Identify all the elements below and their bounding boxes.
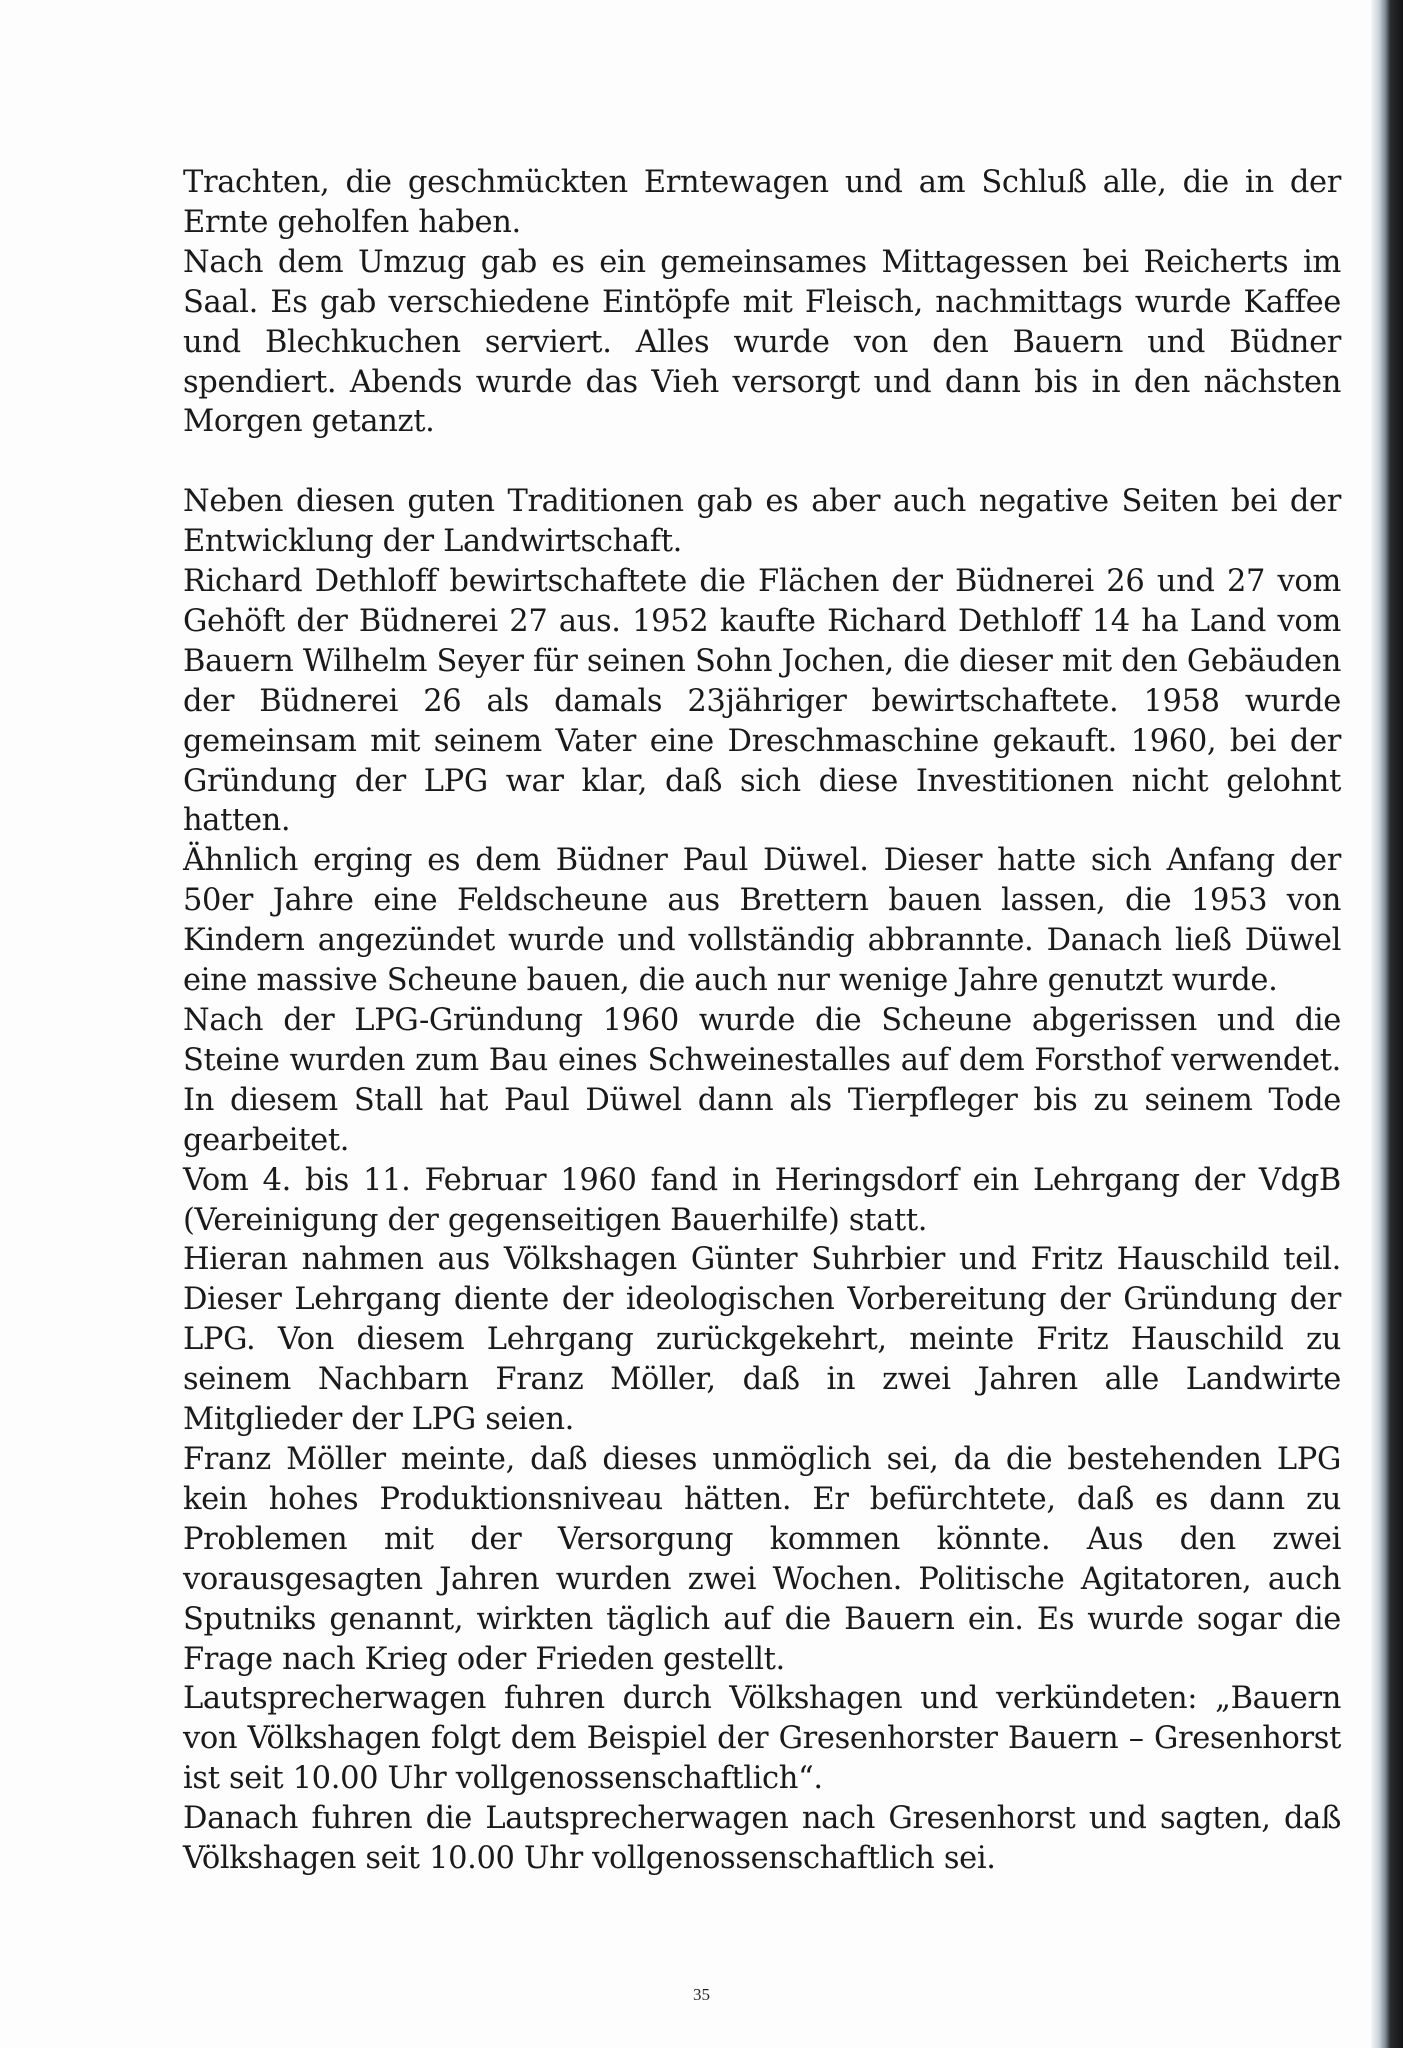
paragraph-lpg-gruendung-stall: Nach der LPG-Gründung 1960 wurde die Scheune abgerissen und die Steine wurden zum Bau eines Schweinestalles auf dem Forsthof verwendet. In diesem Stall hat Paul Düwel dann als Tierpfleger bis zu seinem Tode gearbeitet.	[183, 1003, 1341, 1158]
book-binding-edge	[1371, 0, 1403, 2048]
paragraph-duewel-scheune: Ähnlich erging es dem Büdner Paul Düwel. Dieser hatte sich Anfang der 50er Jahre eine Feldscheune aus Brettern bauen lassen, die 1953 von Kindern angezündet wurde und vollständig abbrannte. Danach ließ Düwel eine massive Scheune bauen, die auch nur wenige Jahre genutzt wurde.	[183, 843, 1341, 999]
paragraph-erntefest-umzug: Trachten, die geschmückten Erntewagen und am Schluß alle, die in der Ernte geholfen haben.	[183, 165, 1341, 240]
paragraph-moeller-bedenken: Franz Möller meinte, daß dieses unmöglich sei, da die bestehenden LPG kein hohes Produktionsniveau hätten. Er befürchtete, daß es dann zu Problemen mit der Versorgung kommen könnte. Aus den zwei vorausgesagten Jahren wurden zwei Wochen. Politische Agitatoren, auch Sputniks genannt, wirkten täglich auf die Bauern ein. Es wurde sogar die Frage nach Krieg oder Frieden gestellt.	[183, 1441, 1341, 1677]
paragraph-mittagessen: Nach dem Umzug gab es ein gemeinsames Mittagessen bei Reicherts im Saal. Es gab verschiedene Eintöpfe mit Fleisch, nachmittags wurde Kaffee und Blechkuchen serviert. Alles wurde von den Bauern und Büdner spendiert. Abends wurde das Vieh versorgt und dann bis in den nächsten Morgen getanzt.	[183, 244, 1341, 440]
body-text	[183, 163, 1341, 1879]
paragraph-dethloff: Richard Dethloff bewirtschaftete die Flächen der Büdnerei 26 und 27 vom Gehöft der Büdnerei 27 aus. 1952 kaufte Richard Dethloff 14 ha Land vom Bauern Wilhelm Seyer für seinen Sohn Jochen, die dieser mit den Gebäuden der Büdnerei 26 als damals 23jähriger bewirtschaftete. 1958 wurde gemeinsam mit seinem Vater eine Dreschmaschine gekauft. 1960, bei der Gründung der LPG war klar, daß sich diese Investitionen nicht gelohnt hatten.	[183, 564, 1341, 839]
paragraph-hauschild-moeller: Hieran nahmen aus Völkshagen Günter Suhrbier und Fritz Hauschild teil. Dieser Lehrgang diente der ideologischen Vorbereitung der Gründung der LPG. Von diesem Lehrgang zurückgekehrt, meinte Fritz Hauschild zu seinem Nachbarn Franz Möller, daß in zwei Jahren alle Landwirte Mitglieder der LPG seien.	[183, 1242, 1341, 1438]
paragraph-negative-seiten: Neben diesen guten Traditionen gab es aber auch negative Seiten bei der Entwicklung der Landwirtschaft.	[183, 484, 1341, 560]
page-number: 35	[693, 1985, 710, 2004]
paragraph-lehrgang-heringsdorf: Vom 4. bis 11. Februar 1960 fand in Heringsdorf ein Lehrgang der VdgB (Vereinigung der gegenseitigen Bauerhilfe) statt.	[183, 1162, 1341, 1238]
paragraph-gresenhorst: Danach fuhren die Lautsprecherwagen nach Gresenhorst und sagten, daß Völkshagen seit 10.00 Uhr vollgenossenschaftlich sei.	[183, 1801, 1341, 1877]
paragraph-lautsprecherwagen: Lautsprecherwagen fuhren durch Völkshagen und verkündeten: „Bauern von Völkshagen folgt dem Beispiel der Gresenhorster Bauern – Gresenhorst ist seit 10.00 Uhr vollgenossenschaftlich“.	[183, 1681, 1341, 1797]
